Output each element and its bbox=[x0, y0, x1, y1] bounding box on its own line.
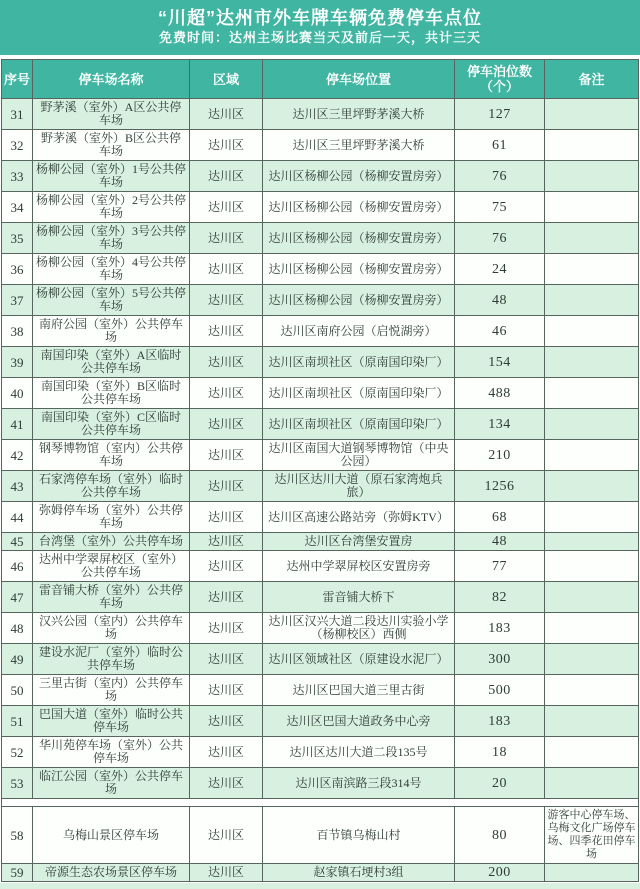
cell-name: 杨柳公园（室外）4号公共停车场 bbox=[33, 254, 190, 285]
table-row bbox=[2, 99, 639, 130]
cell-location: 百节镇乌梅山村 bbox=[263, 807, 455, 864]
col-header-index: 序号 bbox=[2, 60, 33, 99]
parking-table bbox=[1, 59, 639, 882]
cell-district: 达川区 bbox=[190, 223, 263, 254]
cell-spots: 488 bbox=[455, 378, 545, 409]
cell-index: 37 bbox=[2, 285, 33, 316]
cell-note bbox=[545, 223, 639, 254]
cell-name: 乌梅山景区停车场 bbox=[33, 807, 190, 864]
cell-spots: 24 bbox=[455, 254, 545, 285]
cell-index: 51 bbox=[2, 706, 33, 737]
table-row bbox=[2, 582, 639, 613]
cell-location: 达川区台湾堡安置房 bbox=[263, 533, 455, 551]
cell-index: 44 bbox=[2, 502, 33, 533]
cell-spots: 75 bbox=[455, 192, 545, 223]
cell-note bbox=[545, 644, 639, 675]
cell-name: 南国印染（室外）C区临时公共停车场 bbox=[33, 409, 190, 440]
cell-location: 达川区汉兴大道二段达川实验小学（杨柳校区）西侧 bbox=[263, 613, 455, 644]
cell-index: 58 bbox=[2, 807, 33, 864]
cell-district: 达川区 bbox=[190, 613, 263, 644]
table-row bbox=[2, 864, 639, 882]
cell-name: 南府公园（室外）公共停车场 bbox=[33, 316, 190, 347]
cell-location: 达川区杨柳公园（杨柳安置房旁） bbox=[263, 254, 455, 285]
cell-index: 45 bbox=[2, 533, 33, 551]
bottom-strip bbox=[0, 883, 640, 889]
cell-district: 达川区 bbox=[190, 440, 263, 471]
cell-index: 33 bbox=[2, 161, 33, 192]
cell-index: 53 bbox=[2, 768, 33, 799]
cell-note bbox=[545, 378, 639, 409]
cell-location: 达川区南滨路三段314号 bbox=[263, 768, 455, 799]
cell-location: 雷音铺大桥下 bbox=[263, 582, 455, 613]
cell-note: 游客中心停车场、乌梅文化广场停车场、四季花田停车场 bbox=[545, 807, 639, 864]
cell-spots: 127 bbox=[455, 99, 545, 130]
cell-district: 达川区 bbox=[190, 347, 263, 378]
cell-location: 达川区巴国大道政务中心旁 bbox=[263, 706, 455, 737]
cell-name: 建设水泥厂（室外）临时公共停车场 bbox=[33, 644, 190, 675]
cell-note bbox=[545, 285, 639, 316]
cell-spots: 134 bbox=[455, 409, 545, 440]
cell-note bbox=[545, 471, 639, 502]
cell-location: 达川区南坝社区（原南国印染厂） bbox=[263, 378, 455, 409]
cell-spots: 68 bbox=[455, 502, 545, 533]
cell-index: 34 bbox=[2, 192, 33, 223]
cell-location: 达川区达川大道二段135号 bbox=[263, 737, 455, 768]
cell-index: 40 bbox=[2, 378, 33, 409]
cell-spots: 48 bbox=[455, 533, 545, 551]
table-row bbox=[2, 675, 639, 706]
cell-note bbox=[545, 409, 639, 440]
cell-name: 杨柳公园（室外）2号公共停车场 bbox=[33, 192, 190, 223]
cell-district: 达川区 bbox=[190, 706, 263, 737]
title-banner bbox=[0, 0, 640, 55]
cell-name: 雷音铺大桥（室外）公共停车场 bbox=[33, 582, 190, 613]
cell-location: 达川区南国大道钢琴博物馆（中央公园） bbox=[263, 440, 455, 471]
cell-note bbox=[545, 706, 639, 737]
cell-note bbox=[545, 440, 639, 471]
cell-district: 达川区 bbox=[190, 99, 263, 130]
cell-note bbox=[545, 161, 639, 192]
cell-spots: 20 bbox=[455, 768, 545, 799]
cell-note bbox=[545, 582, 639, 613]
cell-district: 达川区 bbox=[190, 582, 263, 613]
cell-note bbox=[545, 533, 639, 551]
cell-location: 达川区南府公园（启悦湖旁） bbox=[263, 316, 455, 347]
table-row bbox=[2, 737, 639, 768]
cell-note bbox=[545, 502, 639, 533]
cell-note bbox=[545, 254, 639, 285]
cell-spots: 183 bbox=[455, 706, 545, 737]
table-row bbox=[2, 130, 639, 161]
cell-index: 31 bbox=[2, 99, 33, 130]
cell-name: 帝源生态农场景区停车场 bbox=[33, 864, 190, 882]
cell-index: 32 bbox=[2, 130, 33, 161]
cell-note bbox=[545, 675, 639, 706]
spacer-row bbox=[2, 799, 639, 807]
cell-index: 42 bbox=[2, 440, 33, 471]
cell-location: 达川区杨柳公园（杨柳安置房旁） bbox=[263, 223, 455, 254]
cell-name: 巴国大道（室外）临时公共停车场 bbox=[33, 706, 190, 737]
cell-spots: 48 bbox=[455, 285, 545, 316]
cell-note bbox=[545, 192, 639, 223]
cell-note bbox=[545, 347, 639, 378]
table-row bbox=[2, 613, 639, 644]
table-row bbox=[2, 347, 639, 378]
table-row bbox=[2, 378, 639, 409]
cell-index: 52 bbox=[2, 737, 33, 768]
cell-spots: 210 bbox=[455, 440, 545, 471]
cell-spots: 76 bbox=[455, 223, 545, 254]
cell-district: 达川区 bbox=[190, 409, 263, 440]
cell-location: 达川区杨柳公园（杨柳安置房旁） bbox=[263, 192, 455, 223]
cell-district: 达川区 bbox=[190, 161, 263, 192]
col-header-name: 停车场名称 bbox=[33, 60, 190, 99]
cell-note bbox=[545, 99, 639, 130]
cell-spots: 500 bbox=[455, 675, 545, 706]
cell-district: 达川区 bbox=[190, 533, 263, 551]
cell-spots: 80 bbox=[455, 807, 545, 864]
cell-name: 杨柳公园（室外）5号公共停车场 bbox=[33, 285, 190, 316]
cell-name: 达州中学翠屏校区（室外）公共停车场 bbox=[33, 551, 190, 582]
cell-location: 达川区杨柳公园（杨柳安置房旁） bbox=[263, 161, 455, 192]
cell-note bbox=[545, 551, 639, 582]
parking-table-wrap bbox=[0, 55, 640, 882]
cell-location: 达川区南坝社区（原南国印染厂） bbox=[263, 347, 455, 378]
cell-spots: 77 bbox=[455, 551, 545, 582]
cell-spots: 61 bbox=[455, 130, 545, 161]
cell-index: 59 bbox=[2, 864, 33, 882]
cell-location: 达川区巴国大道三里古街 bbox=[263, 675, 455, 706]
col-header-note: 备注 bbox=[545, 60, 639, 99]
cell-name: 弥姆停车场（室外）公共停车场 bbox=[33, 502, 190, 533]
cell-location: 达川区领域社区（原建设水泥厂） bbox=[263, 644, 455, 675]
cell-district: 达川区 bbox=[190, 675, 263, 706]
cell-name: 汉兴公园（室内）公共停车场 bbox=[33, 613, 190, 644]
cell-name: 杨柳公园（室外）3号公共停车场 bbox=[33, 223, 190, 254]
cell-index: 39 bbox=[2, 347, 33, 378]
col-header-location: 停车场位置 bbox=[263, 60, 455, 99]
cell-district: 达川区 bbox=[190, 471, 263, 502]
col-header-spots: 停车泊位数（个） bbox=[455, 60, 545, 99]
cell-name: 华川苑停车场（室外）公共停车场 bbox=[33, 737, 190, 768]
table-row bbox=[2, 254, 639, 285]
cell-spots: 183 bbox=[455, 613, 545, 644]
table-row bbox=[2, 644, 639, 675]
cell-district: 达川区 bbox=[190, 768, 263, 799]
cell-district: 达川区 bbox=[190, 130, 263, 161]
cell-index: 41 bbox=[2, 409, 33, 440]
cell-spots: 1256 bbox=[455, 471, 545, 502]
cell-spots: 82 bbox=[455, 582, 545, 613]
cell-location: 赵家镇石埂村3组 bbox=[263, 864, 455, 882]
cell-district: 达川区 bbox=[190, 285, 263, 316]
table-row bbox=[2, 161, 639, 192]
cell-spots: 154 bbox=[455, 347, 545, 378]
cell-name: 三里古街（室内）公共停车场 bbox=[33, 675, 190, 706]
cell-district: 达川区 bbox=[190, 644, 263, 675]
cell-spots: 300 bbox=[455, 644, 545, 675]
spacer-cell bbox=[2, 799, 639, 807]
cell-spots: 76 bbox=[455, 161, 545, 192]
cell-index: 49 bbox=[2, 644, 33, 675]
cell-name: 南国印染（室外）A区临时公共停车场 bbox=[33, 347, 190, 378]
table-row bbox=[2, 768, 639, 799]
cell-index: 46 bbox=[2, 551, 33, 582]
table-row bbox=[2, 409, 639, 440]
cell-name: 台湾堡（室外）公共停车场 bbox=[33, 533, 190, 551]
cell-note bbox=[545, 864, 639, 882]
table-row bbox=[2, 223, 639, 254]
cell-index: 50 bbox=[2, 675, 33, 706]
cell-name: 南国印染（室外）B区临时公共停车场 bbox=[33, 378, 190, 409]
page-title: “川超”达州市外车牌车辆免费停车点位 bbox=[158, 8, 482, 28]
table-body bbox=[2, 99, 639, 882]
cell-name: 野茅溪（室外）B区公共停车场 bbox=[33, 130, 190, 161]
table-row bbox=[2, 440, 639, 471]
page-subtitle: 免费时间：达州主场比赛当天及前后一天，共计三天 bbox=[158, 30, 481, 45]
cell-spots: 46 bbox=[455, 316, 545, 347]
col-header-district: 区域 bbox=[190, 60, 263, 99]
cell-location: 达川区杨柳公园（杨柳安置房旁） bbox=[263, 285, 455, 316]
cell-district: 达川区 bbox=[190, 502, 263, 533]
table-row bbox=[2, 285, 639, 316]
table-row bbox=[2, 471, 639, 502]
cell-name: 临江公园（室外）公共停车场 bbox=[33, 768, 190, 799]
table-row bbox=[2, 706, 639, 737]
cell-location: 达川区高速公路站旁（弥姆KTV） bbox=[263, 502, 455, 533]
cell-name: 野茅溪（室外）A区公共停车场 bbox=[33, 99, 190, 130]
cell-note bbox=[545, 768, 639, 799]
cell-name: 杨柳公园（室外）1号公共停车场 bbox=[33, 161, 190, 192]
header-row bbox=[2, 60, 639, 99]
cell-index: 47 bbox=[2, 582, 33, 613]
cell-name: 钢琴博物馆（室内）公共停车场 bbox=[33, 440, 190, 471]
cell-index: 48 bbox=[2, 613, 33, 644]
table-row bbox=[2, 192, 639, 223]
table-row bbox=[2, 502, 639, 533]
table-row bbox=[2, 533, 639, 551]
cell-location: 达川区三里坪野茅溪大桥 bbox=[263, 99, 455, 130]
cell-index: 36 bbox=[2, 254, 33, 285]
cell-district: 达川区 bbox=[190, 316, 263, 347]
cell-district: 达川区 bbox=[190, 864, 263, 882]
cell-location: 达州中学翠屏校区安置房旁 bbox=[263, 551, 455, 582]
table-row bbox=[2, 316, 639, 347]
cell-district: 达川区 bbox=[190, 378, 263, 409]
cell-location: 达川区南坝社区（原南国印染厂） bbox=[263, 409, 455, 440]
cell-note bbox=[545, 130, 639, 161]
cell-name: 石家湾停车场（室外）临时公共停车场 bbox=[33, 471, 190, 502]
cell-note bbox=[545, 613, 639, 644]
cell-district: 达川区 bbox=[190, 807, 263, 864]
cell-spots: 18 bbox=[455, 737, 545, 768]
cell-district: 达川区 bbox=[190, 551, 263, 582]
cell-location: 达川区三里坪野茅溪大桥 bbox=[263, 130, 455, 161]
cell-index: 43 bbox=[2, 471, 33, 502]
cell-note bbox=[545, 737, 639, 768]
table-row bbox=[2, 807, 639, 864]
table-row bbox=[2, 551, 639, 582]
cell-location: 达川区达川大道（原石家湾炮兵旅） bbox=[263, 471, 455, 502]
cell-district: 达川区 bbox=[190, 737, 263, 768]
cell-index: 38 bbox=[2, 316, 33, 347]
cell-spots: 200 bbox=[455, 864, 545, 882]
cell-district: 达川区 bbox=[190, 192, 263, 223]
cell-index: 35 bbox=[2, 223, 33, 254]
cell-district: 达川区 bbox=[190, 254, 263, 285]
cell-note bbox=[545, 316, 639, 347]
